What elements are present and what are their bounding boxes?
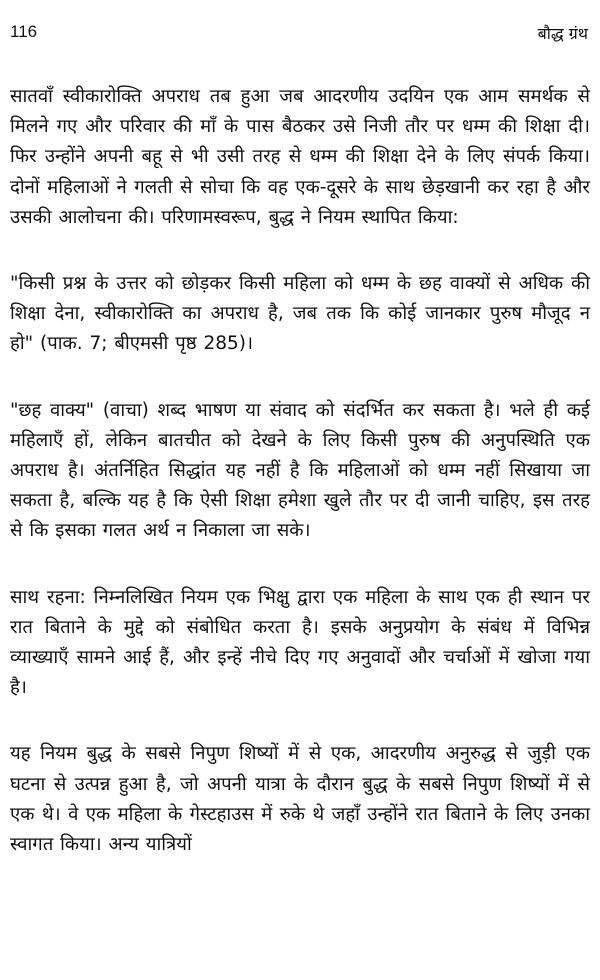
paragraph-confession-seven: सातवाँ स्वीकारोक्ति अपराध तब हुआ जब आदरणीय उदयिन एक आम समर्थक से मिलने गए और परिवार की माँ के पास बैठकर उसे निजी तौर पर धम्म की शिक्षा दी। फिर उन्होंने अपनी बहू से भी उसी तरह से धम्म की शिक्षा देने के लिए संपर्क किया। दोनों महिलाओं ने गलती से सोचा कि वह एक-दूसरे के साथ छेड़खानी कर रहा है और उसकी आलोचना की। परिणामस्वरूप, बुद्ध ने नियम स्थापित किया:: [10, 86, 590, 228]
running-title: बौद्ध ग्रंथ: [537, 24, 588, 43]
paragraph-living-together: साथ रहना: निम्नलिखित नियम एक भिक्षु द्वारा एक महिला के साथ एक ही स्थान पर रात बिताने के मुद्दे को संबोधित करता है। इसके अनुप्रयोग के संबंध में विभिन्न व्याख्याएँ सामने आई हैं, और इन्हें नीचे दिए गए अनुवादों और चर्चाओं में खोजा गया है।: [10, 586, 590, 699]
page-number: 116: [10, 22, 38, 41]
paragraph-rule-quote: "किसी प्रश्न के उत्तर को छोड़कर किसी महिला को धम्म के छह वाक्यों से अधिक की शिक्षा देना, स्वीकारोक्ति का अपराध है, जब तक कि कोई जानकार पुरुष मौजूद न हो" (पाक. 7; बीएमसी पृष्ठ 285)।: [10, 273, 590, 355]
paragraph-six-sentences: "छह वाक्य" (वाचा) शब्द भाषण या संवाद को संदर्भित कर सकता है। भले ही कई महिलाएँ हों, लेकिन बातचीत को देखने के लिए किसी पुरुष की अनुपस्थिति एक अपराध है। अंतर्निहित सिद्धांत यह नहीं है कि महिलाओं को धम्म नहीं सिखाया जा सकता है, बल्कि यह है कि ऐसी शिक्षा हमेशा खुले तौर पर दी जानी चाहिए, इस तरह से कि इसका गलत अर्थ न निकाला जा सके।: [10, 399, 590, 542]
page-header: [10, 22, 588, 46]
paragraph-anuruddha-incident: यह नियम बुद्ध के सबसे निपुण शिष्यों में से एक, आदरणीय अनुरुद्ध से जुड़ी एक घटना से उत्पन्न हुआ है, जो अपनी यात्रा के दौरान बुद्ध के सबसे निपुण शिष्यों में से एक थे। वे एक महिला के गेस्टहाउस में रुके थे जहाँ उन्होंने रात बिताने के लिए उनका स्वागत किया। अन्य यात्रियों: [10, 743, 590, 856]
body-text: [10, 82, 590, 896]
